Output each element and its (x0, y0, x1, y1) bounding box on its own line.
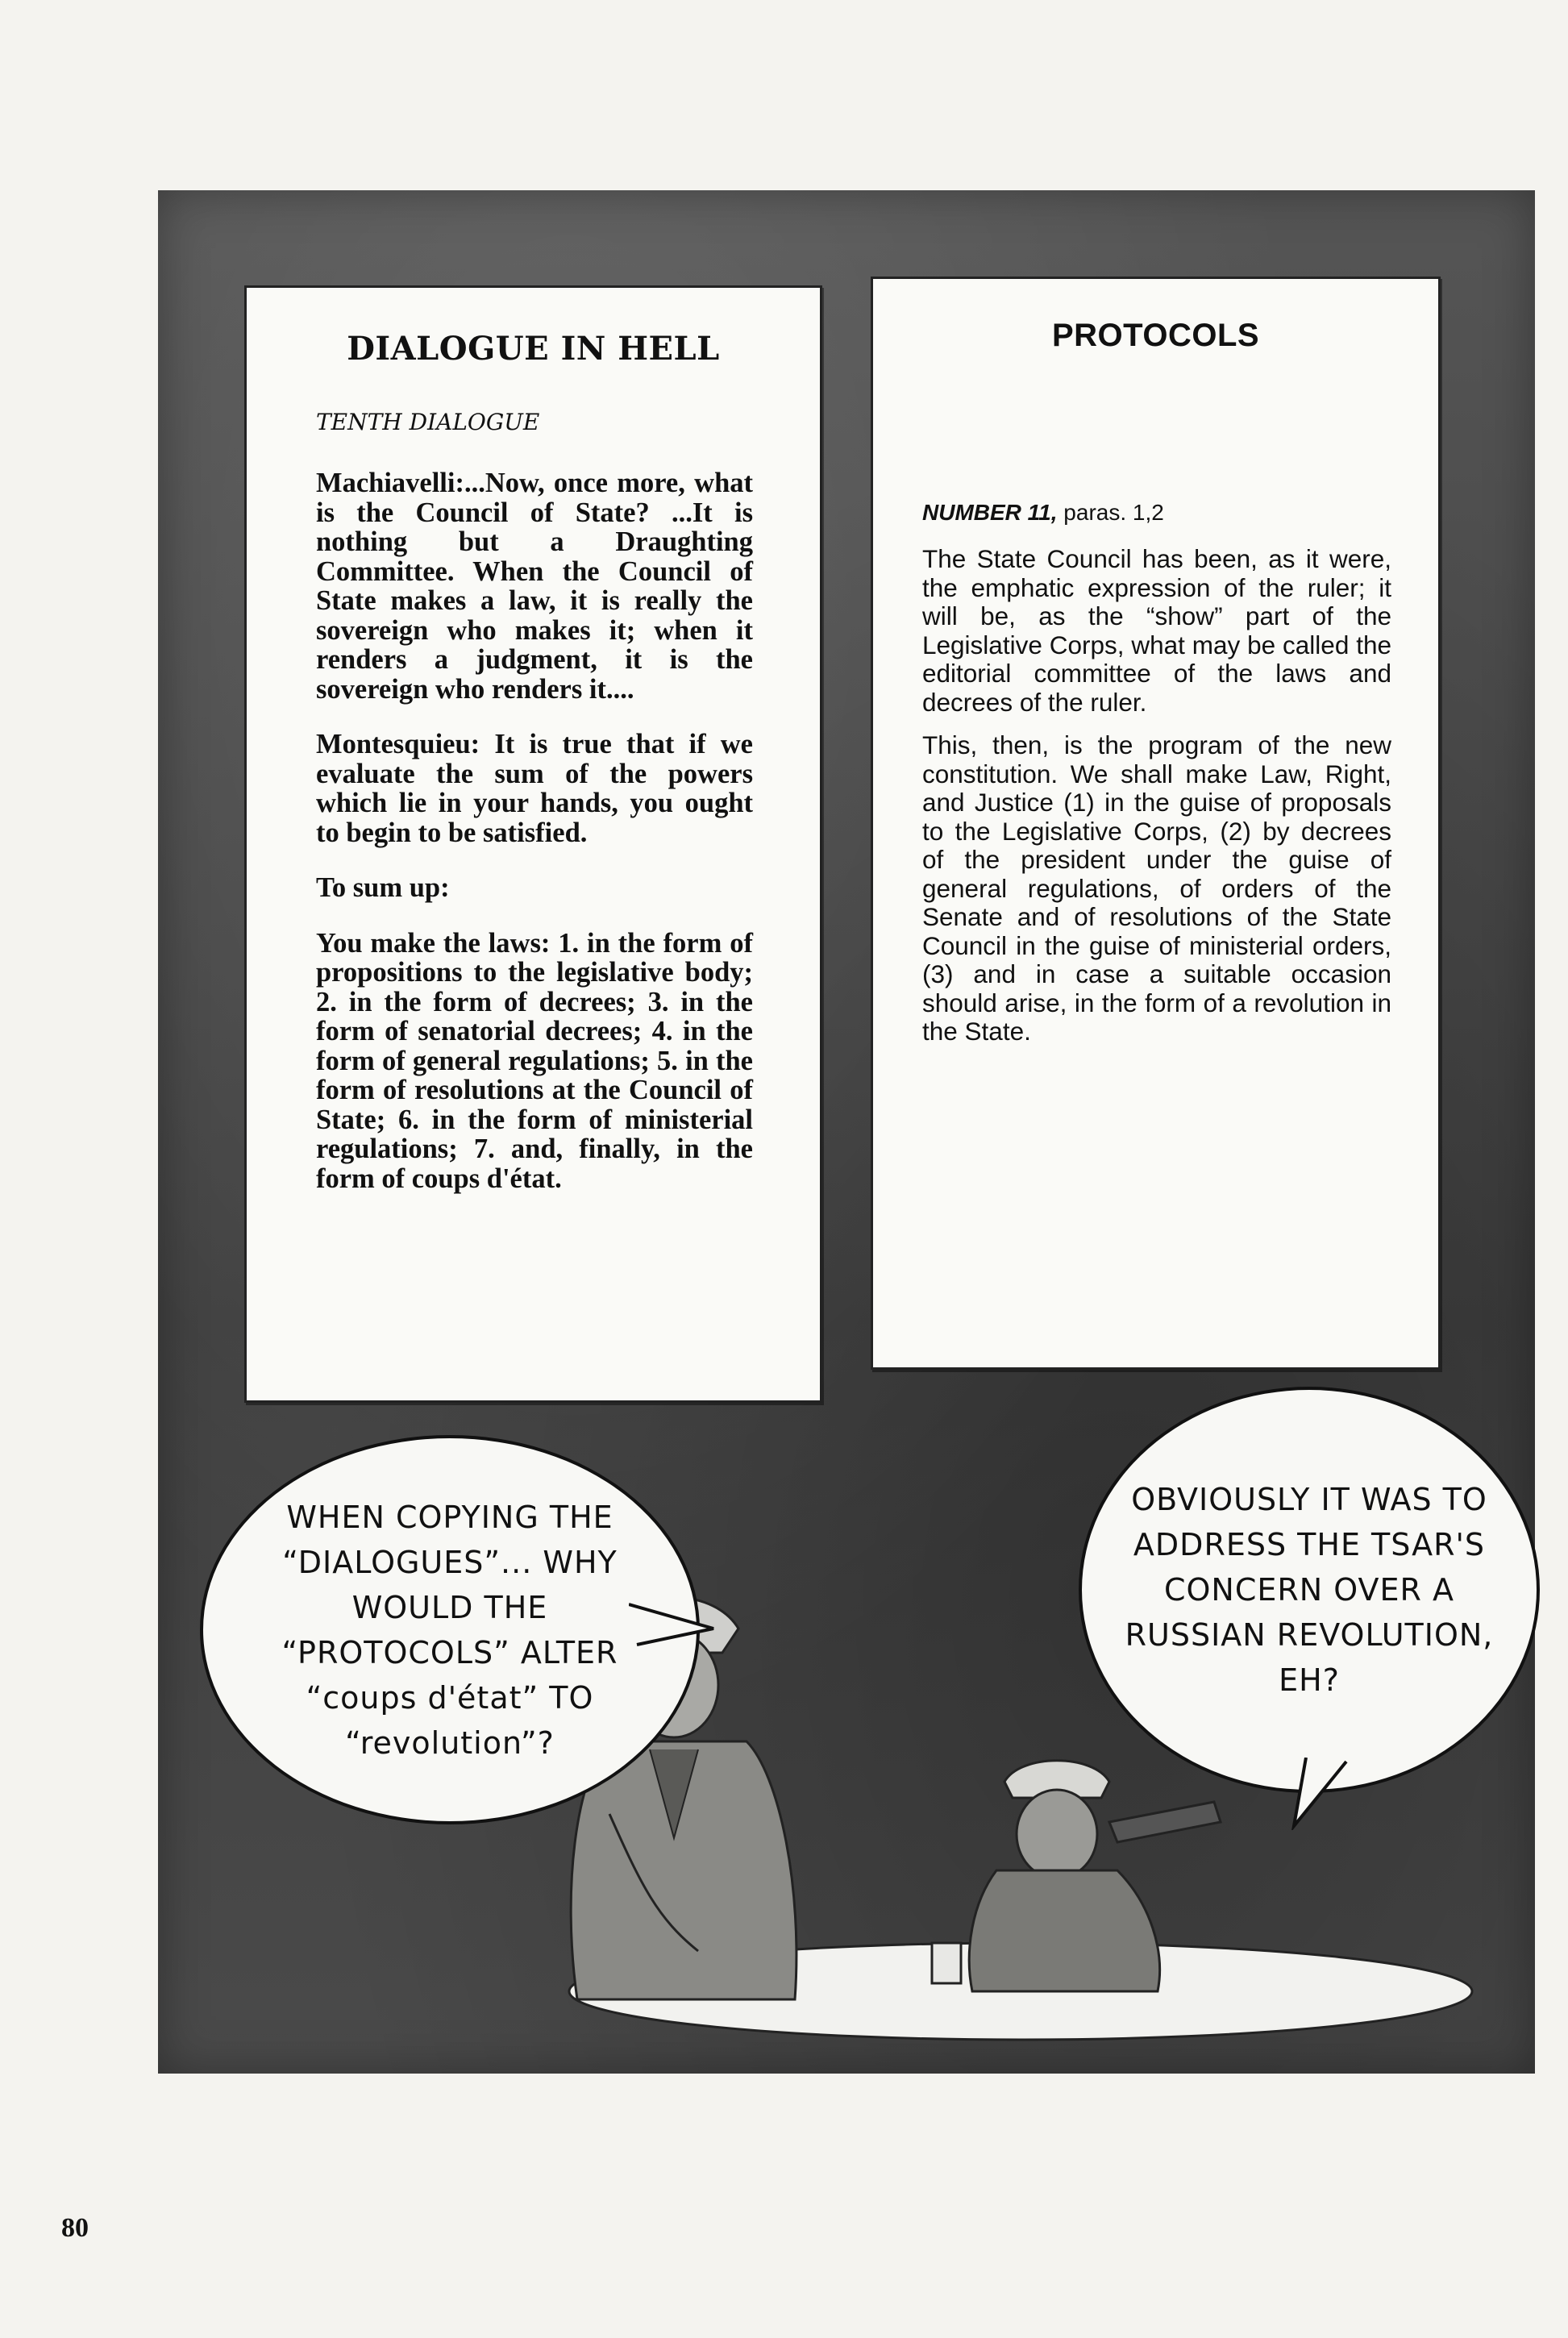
dialogue-in-hell-document (244, 285, 822, 1403)
dialogue-paragraph: Montesquieu: It is true that if we evaluate the sum of the powers which lie in your hands, you ought to begin to be satisfied. (316, 729, 753, 848)
protocols-reference (922, 500, 1164, 526)
dialogue-paragraph: Machiavelli:...Now, once more, what is the Council of State? ...It is nothing but a Draughting Committee. When the Council of State makes a law, it is really the sovereign who makes it; when it renders a judgment, it is the sovereign who renders it.... (316, 468, 753, 705)
right-speech-text: OBVIOUSLY IT WAS TO ADDRESS THE TSAR'S CONCERN OVER A RUSSIAN REVOLUTION, EH? (1125, 1482, 1494, 1698)
right-bubble-tail-icon (1290, 1758, 1362, 1830)
left-speech-text: WHEN COPYING THE “DIALOGUES”... WHY WOULD THE “PROTOCOLS” ALTER “coups d'état” TO “revolution”? (281, 1499, 618, 1761)
dialogue-body (316, 468, 753, 1219)
left-bubble-tail-icon (629, 1596, 717, 1661)
left-speech-bubble (200, 1435, 700, 1824)
protocols-paras: paras. 1,2 (1063, 500, 1164, 525)
page-number: 80 (61, 2213, 89, 2243)
protocols-body (922, 545, 1391, 1061)
protocols-title: PROTOCOLS (1051, 318, 1260, 353)
protocols-paragraph: The State Council has been, as it were, the emphatic expression of the ruler; it will be, as the “show” part of the Legislative Corps, what may be called the editorial committee of the laws and decrees of the ruler. (922, 544, 1391, 717)
dialogue-paragraph: To sum up: (316, 872, 450, 903)
dialogue-subtitle: TENTH DIALOGUE (316, 409, 540, 435)
right-speech-bubble (1079, 1387, 1540, 1793)
protocols-paragraph: This, then, is the program of the new constitution. We shall make Law, Right, and Justice (1) in the guise of proposals to the Legislative Corps, (2) by decrees of the president under the guise of general regulations, of orders of the Senate and of resolutions of the State Council in the guise of ministerial orders, (3) and in case a suitable occasion should arise, in the form of a revolution in the State. (922, 730, 1391, 1046)
dialogue-paragraph: You make the laws: 1. in the form of propositions to the legislative body; 2. in the form of decrees; 3. in the form of senatorial decrees; 4. in the form of general regulations; 5. in the form of resolutions at the Council of State; 6. in the form of ministerial regulations; 7. and, finally, in the form of coups d'état. (316, 927, 753, 1194)
dialogue-title: DIALOGUE IN HELL (347, 330, 720, 368)
protocols-document (871, 277, 1441, 1370)
glass-icon (932, 1943, 961, 1983)
protocols-number: NUMBER 11, (922, 500, 1058, 525)
